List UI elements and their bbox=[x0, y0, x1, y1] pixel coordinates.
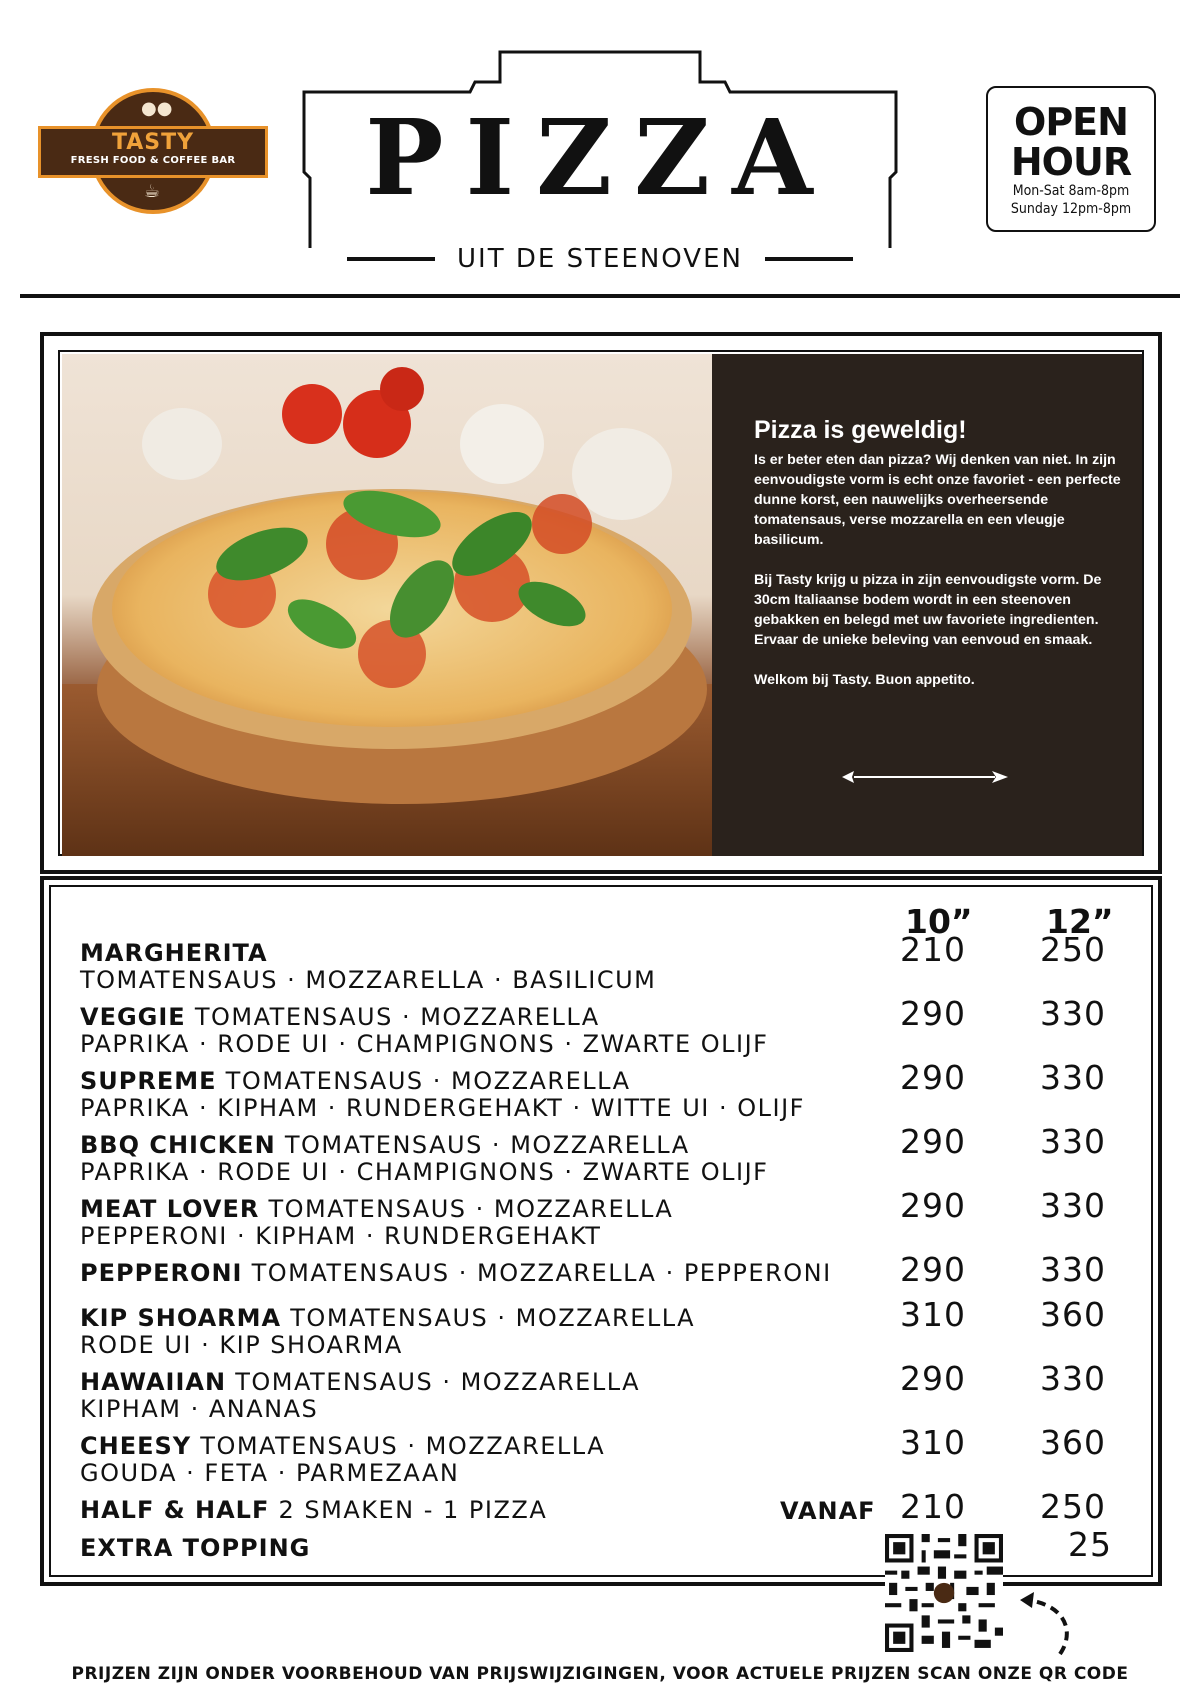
pointer-arrow-icon bbox=[1010, 1590, 1080, 1660]
menu-item-name: CHEESY bbox=[80, 1432, 192, 1460]
menu-item-margherita bbox=[80, 940, 900, 994]
size-header-10: 10” bbox=[905, 902, 973, 941]
menu-item-ingredients: PAPRIKA · RODE UI · CHAMPIGNONS · ZWARTE OLIJF bbox=[80, 1158, 769, 1186]
menu-item-base: TOMATENSAUS · MOZZARELLA bbox=[235, 1368, 641, 1396]
menu-item-name: PEPPERONI bbox=[80, 1259, 243, 1287]
hours-sunday: Sunday 12pm-8pm bbox=[1010, 201, 1132, 217]
menu-item-kip-shoarma bbox=[80, 1305, 900, 1359]
subtitle-row bbox=[300, 244, 900, 274]
menu-item-base: TOMATENSAUS · MOZZARELLA bbox=[200, 1432, 606, 1460]
menu-item-ingredients: KIPHAM · ANANAS bbox=[80, 1395, 319, 1423]
price-10: 290 bbox=[900, 1122, 966, 1161]
menu-item-ingredients: PAPRIKA · RODE UI · CHAMPIGNONS · ZWARTE OLIJF bbox=[80, 1030, 769, 1058]
menu-item-base: TOMATENSAUS · MOZZARELLA bbox=[284, 1131, 690, 1159]
price-12: 330 bbox=[1040, 1058, 1106, 1097]
logo-tagline: FRESH FOOD & COFFEE BAR bbox=[70, 155, 236, 166]
opening-hours-box bbox=[986, 86, 1156, 232]
subtitle-divider-right bbox=[765, 257, 853, 261]
price-12: 330 bbox=[1040, 1186, 1106, 1225]
intro-paragraph-2: Bij Tasty krijg u pizza in zijn eenvoudigste vorm. De 30cm Italiaanse bodem wordt in een steenoven gebakken en belegd met uw favoriete ingredienten. Ervaar de unieke beleving van eenvoud en smaak. bbox=[754, 572, 1102, 648]
footer-disclaimer: PRIJZEN ZIJN ONDER VOORBEHOUD VAN PRIJSWIJZIGINGEN, VOOR ACTUELE PRIJZEN SCAN ONZE QR CODE bbox=[71, 1664, 1129, 1684]
decorative-arrow-icon bbox=[840, 767, 1010, 787]
qr-code[interactable] bbox=[885, 1534, 1003, 1652]
price-10: 310 bbox=[900, 1295, 966, 1334]
intro-heading: Pizza is geweldig! bbox=[754, 416, 967, 444]
intro-body bbox=[754, 450, 1134, 710]
menu-item-ingredients: PEPPERONI · KIPHAM · RUNDERGEHAKT bbox=[80, 1222, 602, 1250]
intro-panel bbox=[712, 354, 1142, 856]
pizza-photo bbox=[62, 354, 712, 856]
menu-item-ingredients: RODE UI · KIP SHOARMA bbox=[80, 1331, 403, 1359]
price-12: 330 bbox=[1040, 1359, 1106, 1398]
price-10: 210 bbox=[900, 1487, 966, 1526]
coffee-cup-icon: ☕ bbox=[144, 181, 161, 202]
vanaf-label: VANAF bbox=[780, 1497, 876, 1525]
menu-item-name: HAWAIIAN bbox=[80, 1368, 227, 1396]
price-12: 330 bbox=[1040, 1122, 1106, 1161]
menu-item-cheesy bbox=[80, 1433, 900, 1487]
menu-item-name: MEAT LOVER bbox=[80, 1195, 260, 1223]
menu-item-name: KIP SHOARMA bbox=[80, 1304, 282, 1332]
price-12: 330 bbox=[1040, 1250, 1106, 1289]
price-10: 290 bbox=[900, 1359, 966, 1398]
price-12: 250 bbox=[1040, 1487, 1106, 1526]
menu-item-ingredients: GOUDA · FETA · PARMEZAAN bbox=[80, 1459, 460, 1487]
menu-item-base: TOMATENSAUS · MOZZARELLA bbox=[290, 1304, 696, 1332]
menu-item-extra-topping bbox=[80, 1535, 900, 1562]
hours-weekdays: Mon-Sat 8am-8pm bbox=[1012, 183, 1130, 199]
header-rule bbox=[20, 294, 1180, 298]
subtitle: UIT DE STEENOVEN bbox=[457, 244, 743, 274]
menu-item-supreme bbox=[80, 1068, 900, 1122]
title-frame bbox=[300, 90, 900, 230]
price-12: 250 bbox=[1040, 930, 1106, 969]
price-10: 210 bbox=[900, 930, 966, 969]
menu-item-base: TOMATENSAUS · MOZZARELLA bbox=[268, 1195, 674, 1223]
price-12: 360 bbox=[1040, 1295, 1106, 1334]
hours-hour: HOUR bbox=[1010, 140, 1132, 184]
menu-item-base: TOMATENSAUS · MOZZARELLA bbox=[225, 1067, 631, 1095]
menu-item-name: EXTRA TOPPING bbox=[80, 1534, 311, 1562]
menu-item-name: HALF & HALF bbox=[80, 1496, 270, 1524]
tasty-logo bbox=[38, 88, 268, 228]
price-10: 310 bbox=[900, 1423, 966, 1462]
intro-paragraph-3: Welkom bij Tasty. Buon appetito. bbox=[754, 672, 975, 688]
menu-item-base: TOMATENSAUS · MOZZARELLA bbox=[194, 1003, 600, 1031]
page-title: PIZZA bbox=[365, 96, 835, 219]
price-10: 290 bbox=[900, 1250, 966, 1289]
price-10: 290 bbox=[900, 1058, 966, 1097]
hero-section bbox=[40, 332, 1162, 874]
menu-item-name: BBQ CHICKEN bbox=[80, 1131, 276, 1159]
menu-item-veggie bbox=[80, 1004, 900, 1058]
menu-item-name: SUPREME bbox=[80, 1067, 217, 1095]
intro-paragraph-1: Is er beter eten dan pizza? Wij denken van niet. In zijn eenvoudigste vorm is echt onze favoriet - een perfecte dunne korst, een nauwelijks overheersende tomatensaus, verse mozzarella en een vleugje basilicum. bbox=[754, 452, 1121, 548]
menu-item-ingredients: PAPRIKA · KIPHAM · RUNDERGEHAKT · WITTE UI · OLIJF bbox=[80, 1094, 805, 1122]
price-12: 330 bbox=[1040, 994, 1106, 1033]
price-12: 25 bbox=[1068, 1525, 1112, 1564]
logo-brand: TASTY bbox=[111, 130, 195, 155]
pizza-illustration bbox=[62, 354, 712, 856]
hours-open: OPEN bbox=[1014, 100, 1128, 144]
logo-band bbox=[38, 126, 268, 178]
menu-item-base: TOMATENSAUS · MOZZARELLA · PEPPERONI bbox=[251, 1259, 832, 1287]
menu-item-name: VEGGIE bbox=[80, 1003, 186, 1031]
qr-code-icon bbox=[885, 1534, 1003, 1652]
price-12: 360 bbox=[1040, 1423, 1106, 1462]
coffee-beans-icon: ●● bbox=[141, 98, 173, 119]
price-10: 290 bbox=[900, 994, 966, 1033]
menu-item-pepperoni bbox=[80, 1260, 900, 1287]
subtitle-divider-left bbox=[347, 257, 435, 261]
size-header-12: 12” bbox=[1046, 902, 1114, 941]
menu-item-bbq-chicken bbox=[80, 1132, 900, 1186]
menu-item-name: MARGHERITA bbox=[80, 939, 268, 967]
menu-item-ingredients: TOMATENSAUS · MOZZARELLA · BASILICUM bbox=[80, 966, 657, 994]
menu-item-hawaiian bbox=[80, 1369, 900, 1423]
menu-item-base: 2 SMAKEN - 1 PIZZA bbox=[278, 1496, 548, 1524]
menu-item-meat-lover bbox=[80, 1196, 900, 1250]
menu-item-half-and-half bbox=[80, 1497, 900, 1524]
price-10: 290 bbox=[900, 1186, 966, 1225]
